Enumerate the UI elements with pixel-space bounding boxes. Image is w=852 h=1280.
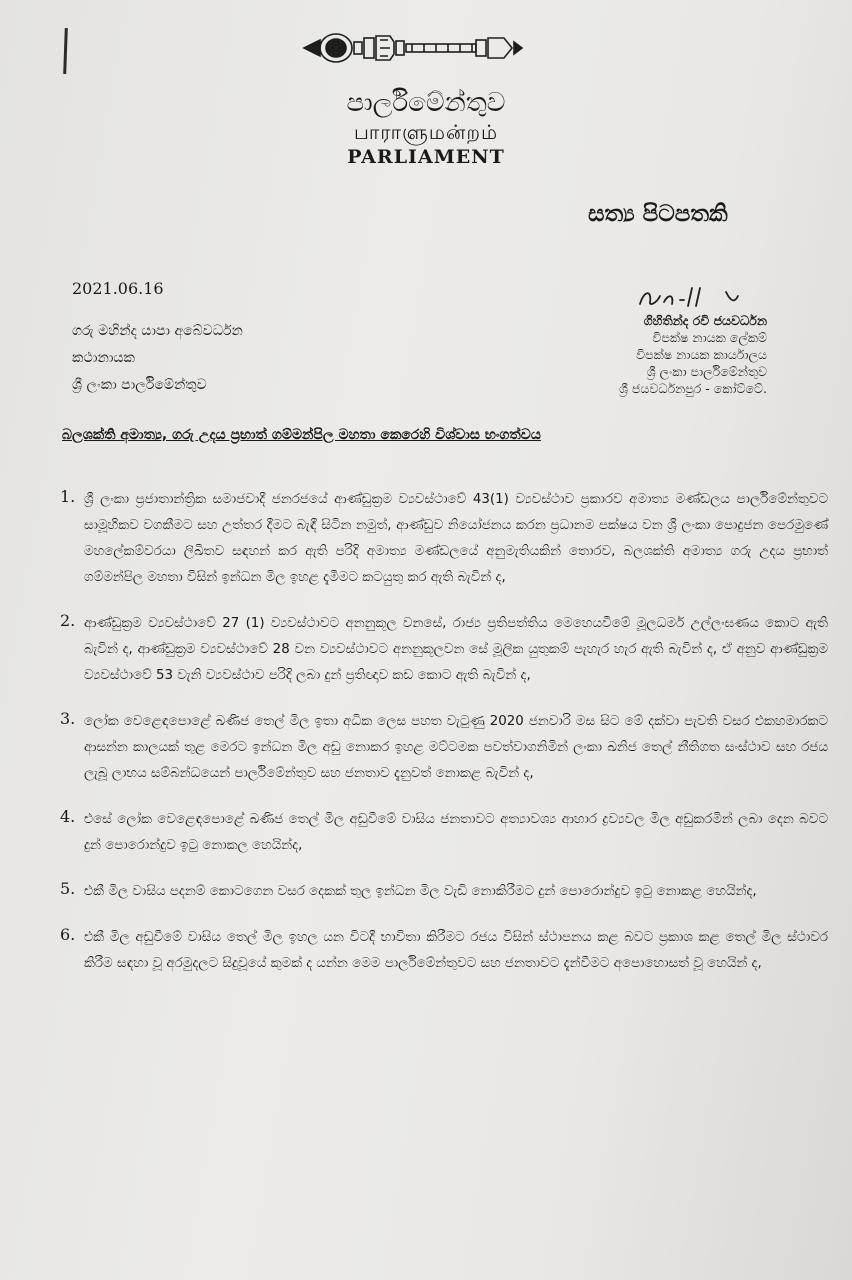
certified-copy-label: සත්‍ය පිටපතකි: [588, 201, 728, 227]
item-number: 6.: [60, 925, 76, 944]
sender-name: ගිහිතින්ද රවි ජයවර්ධන: [643, 313, 767, 328]
mace-emblem-icon: [300, 28, 525, 68]
list-item: [38, 879, 828, 905]
addressee-name: ගරු මහින්ද යාපා අබේවර්ධන: [72, 323, 243, 339]
item-text: ශ්‍රී ලංකා ප්‍රජාතාන්ත්‍රික සමාජවාදී ජනරජයේ ආණ්ඩුක්‍රම ව්‍යවස්ථාවේ 43(1) ව්‍යවස්ථාව ප්‍රකාරව අමාත්‍ය මණ්ඩලය පාර්ලිමේන්තුවට සාමූහිකව වගකීමට සහ උත්තර දීමට බැඳී සිටින නමුත්, ආණ්ඩුව නියෝජනය කරන ප්‍රධානම පක්ෂය වන ශ්‍රී ලංකා පොදුජන පෙරමුණේ මහලේකම්වරයා ලිඛිතව සඳහන් කර ඇති පරිදි අමාත්‍ය මණ්ඩලයේ අනුමැතියකින් තොරව, බලශක්ති අමාත්‍ය ගරු උදය ප්‍රභාත් ගම්මන්පිල මහතා විසින් ඉන්ධන මිල ඉහළ දැමීමට කටයුතු කර ඇති බැවින් ද,: [84, 492, 828, 585]
list-item: [38, 487, 828, 591]
addressee-institution: ශ්‍රී ලංකා පාර්ලිමේන්තුව: [72, 377, 207, 393]
item-text: එකී මිල අඩුවීමේ වාසිය තෙල් මිල ඉහල යන විටදී භාවිතා කිරීමට රජය විසින් ස්ථාපනය කළ බවට ප්‍රකාශ කළ තෙල් මිල ස්ථාවර කිරීම සඳහා වූ අරමුදලට සිදුවූයේ කුමක් ද යන්න මෙම පාර්ලිමේන්තුවට සහ ජනතාවට දැන්වීමට අපොහොසත් වූ හෙයින් ද,: [84, 930, 828, 971]
letter-date: 2021.06.16: [72, 279, 164, 298]
header-sinhala: පාර්ලිමේන්තුව: [346, 88, 506, 118]
list-item: [38, 611, 828, 689]
item-text: එසේ ලෝක වෙළෙඳපොළේ ඛණිජ තෙල් මිල අඩුවීමේ වාසිය ජනතාවට අත්‍යාවශ්‍ය ආහාර ද්‍රව්‍යවල මිල අඩුකරමින් ලබා දෙන බවට දුන් පොරොන්දුව ඉටු නොකල හෙයින්ද,: [84, 812, 828, 853]
list-item: [38, 709, 828, 787]
list-item: [38, 925, 828, 977]
item-text: ආණ්ඩුක්‍රම ව්‍යවස්ථාවේ 27 (1) ව්‍යවස්ථාවට අනනුකූල වනසේ, රාජ්‍ය ප්‍රතිපත්තිය මෙහෙයවීමේ මූලධර්ම උල්ලංඝණය කොට ඇති බැවින් ද, ආණ්ඩුක්‍රම ව්‍යවස්ථාවේ 28 වන ව්‍යවස්ථාවට අනනුකූලවන සේ මූලික යුතුකම් පැහැර හැර ඇති බැවින් ද, ඒ අනුව ආණ්ඩුක්‍රම ව්‍යවස්ථාවේ 53 වැනි ව්‍යවස්ථාව පරිදි ලබා දුන් ප්‍රතිඥාව කඩ කොට ඇති බැවින් ද,: [84, 616, 828, 683]
item-text: ලෝක වෙළෙඳපොළේ ඛණිජ තෙල් මිල ඉතා අධික ලෙස පහත වැටුණු 2020 ජනවාරි මස සිට මේ දක්වා පැවති වසර එකහමාරකට ආසන්න කාලයක් තුළ මෙරට ඉන්ධන මිල අඩු නොකර ඉහළ මට්ටමක පවත්වාගනිමින් ලංකා ඛනිජ තෙල් නීතිගත සංස්ථාව සහ රජය ලැබූ ලාභය සම්බන්ධයෙන් පාර්ලිමේන්තුව සහ ජනතාව දැනුවත් නොකළ බැවින් ද,: [84, 714, 828, 781]
item-number: 4.: [60, 807, 76, 826]
item-number: 3.: [60, 709, 76, 728]
grounds-list: [38, 487, 828, 997]
sender-location: ශ්‍රී ජයවර්ධනපුර - කෝට්ටේ.: [618, 381, 767, 396]
letter-subject: බලශක්ති අමාත්‍ය, ගරු උදය ප්‍රභාත් ගම්මන්පිල මහතා කෙරෙහි විශ්වාස භංගත්වය: [62, 427, 541, 443]
sender-block: [592, 312, 767, 397]
addressee-title: කථානායක: [72, 350, 135, 366]
item-number: 2.: [60, 611, 76, 630]
item-number: 5.: [60, 879, 76, 898]
item-number: 1.: [60, 487, 76, 506]
sender-position: විපක්ෂ නායක ලේකම්: [652, 330, 767, 345]
item-text: එකී මිල වාසිය පදනම් කොටගෙන වසර දෙකක් තුල ඉන්ධන මිල වැඩි නොකිරීමට දුන් පොරොන්දුව ඉටු නොකළ හෙයින්ද,: [84, 884, 757, 899]
pen-mark: [63, 28, 68, 74]
sender-office: විපක්ෂ නායක කාර්යාලය: [636, 347, 767, 362]
handwritten-signature: [630, 282, 755, 310]
header-english: PARLIAMENT: [347, 146, 505, 168]
sender-institution: ශ්‍රී ලංකා පාර්ලිමේන්තුව: [646, 364, 767, 379]
header-tamil: பாராளுமன்றம்: [353, 120, 499, 144]
list-item: [38, 807, 828, 859]
addressee-block: [72, 318, 243, 399]
